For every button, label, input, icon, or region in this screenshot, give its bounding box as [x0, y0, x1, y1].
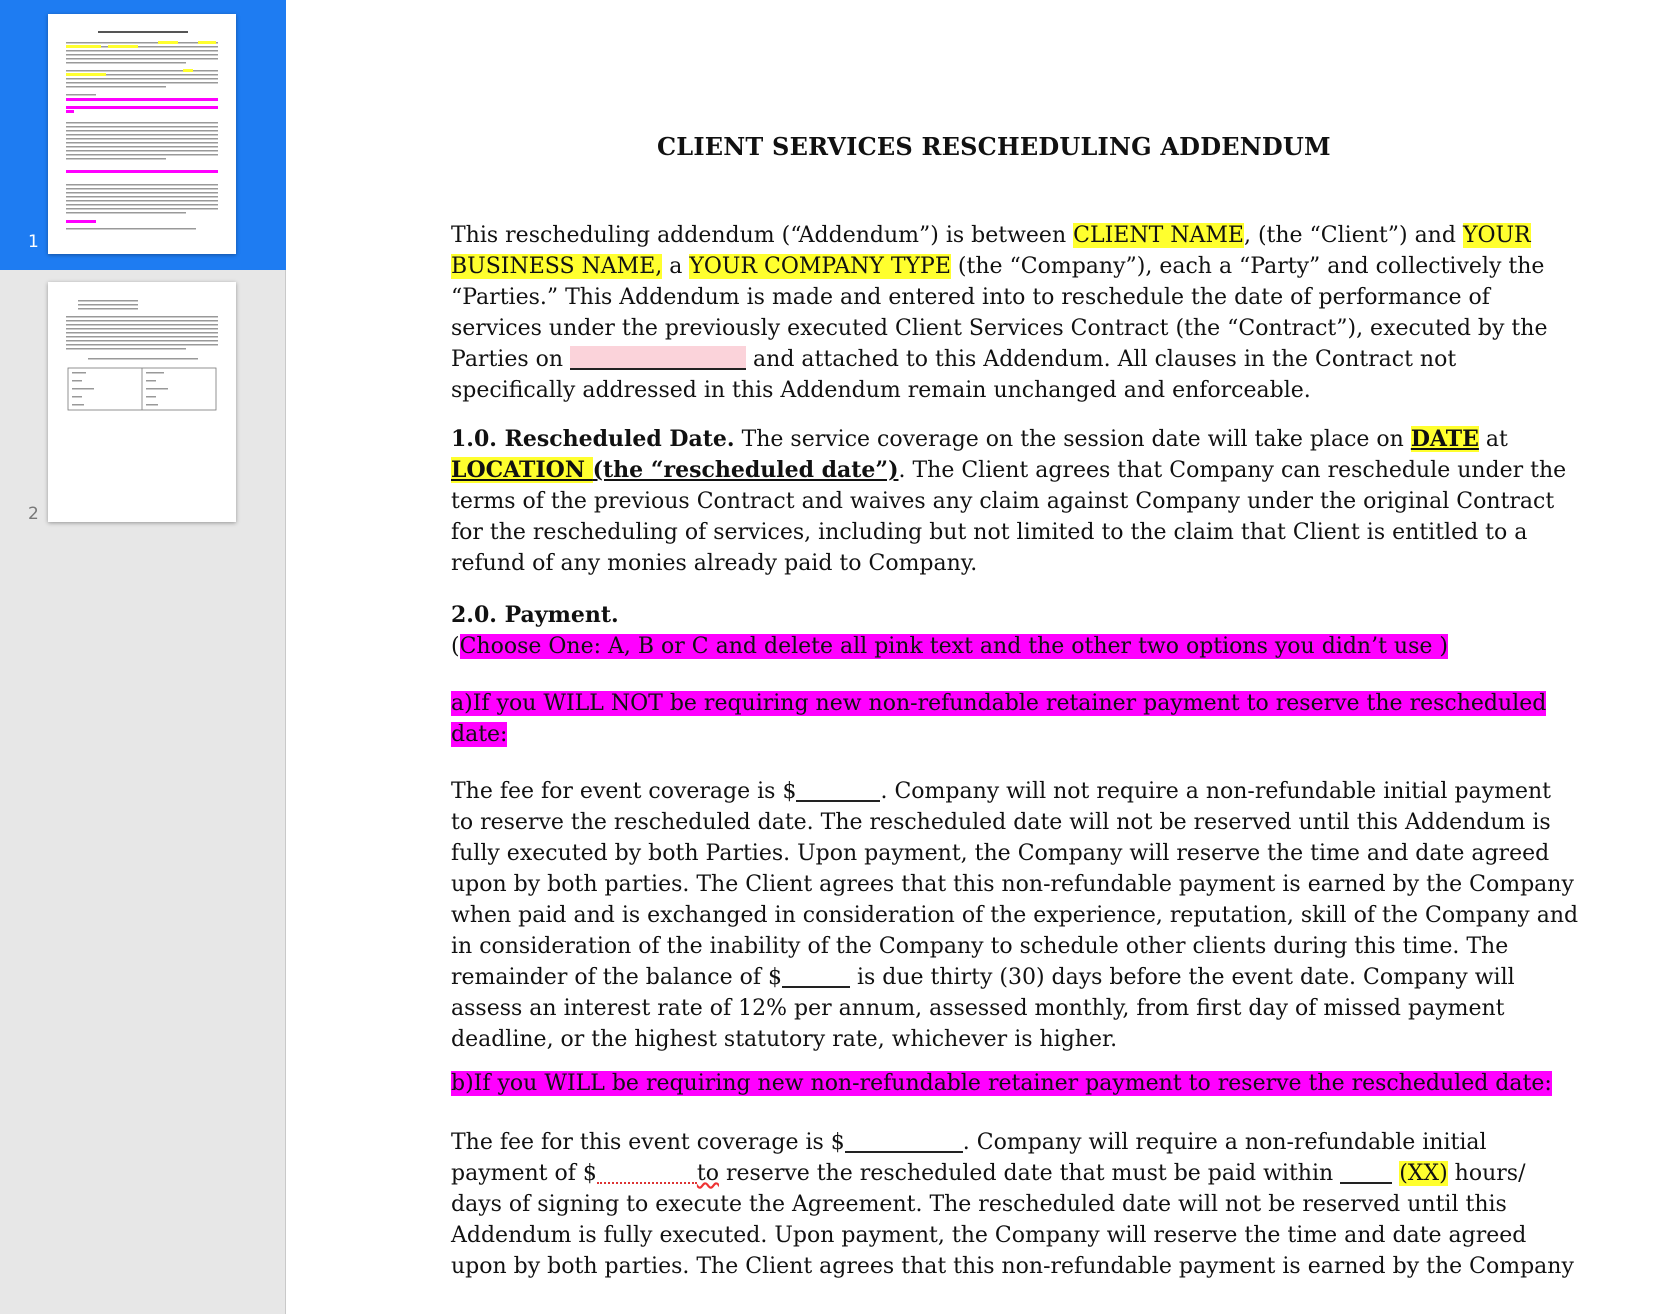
page-2-preview	[48, 282, 236, 522]
option-a-heading	[451, 688, 1665, 750]
a-text: remainder of the balance of $	[451, 965, 782, 990]
initial-payment-blank[interactable]	[597, 1160, 697, 1184]
a-text: The fee for event coverage is $	[451, 779, 797, 804]
intro-text: , (the “Client”) and	[1243, 223, 1463, 248]
rescheduled-date-term: (the “rescheduled date”)	[592, 457, 899, 483]
a-text: when paid and is exchanged in consideration of the experience, reputation, skill of the Company and	[451, 903, 1579, 928]
intro-text: specifically addressed in this Addendum remain unchanged and enforceable.	[451, 378, 1311, 403]
client-name-placeholder: CLIENT NAME	[1073, 223, 1244, 248]
intro-text: Parties on	[451, 347, 571, 372]
a-text: to reserve the rescheduled date. The rescheduled date will not be reserved until this Addendum is	[451, 810, 1551, 835]
page-thumbnail-1[interactable]	[48, 14, 236, 254]
fee-blank[interactable]	[796, 778, 880, 802]
b-text: days of signing to execute the Agreement. The rescheduled date will not be reserved until this	[451, 1192, 1507, 1217]
date-placeholder: DATE	[1410, 426, 1479, 452]
section-2-header	[451, 600, 1665, 662]
b-text: reserve the rescheduled date that must be paid within	[718, 1161, 1341, 1186]
intro-text: “Parties.” This Addendum is made and entered into to reschedule the date of performance of	[451, 285, 1490, 310]
instruction-paren: (	[451, 634, 460, 659]
location-placeholder: LOCATION	[451, 457, 593, 483]
company-type-placeholder: YOUR COMPANY TYPE	[689, 254, 951, 279]
intro-text: services under the previously executed Client Services Contract (the “Contract”), executed by the	[451, 316, 1548, 341]
option-b-heading	[451, 1068, 1665, 1099]
page-thumbnail-sidebar	[0, 0, 286, 1314]
balance-blank[interactable]	[782, 964, 850, 988]
a-text: . Company will not require a non-refundable initial payment	[880, 779, 1551, 804]
xx-placeholder: (XX)	[1399, 1161, 1448, 1186]
option-a-text: a)If you WILL NOT be requiring new non-refundable retainer payment to reserve the rescheduled	[451, 691, 1547, 716]
b-text: to	[696, 1161, 719, 1186]
option-a-paragraph	[451, 776, 1665, 1055]
section-1-text: refund of any monies already paid to Company.	[451, 551, 978, 576]
a-text: fully executed by both Parties. Upon payment, the Company will reserve the time and date agreed	[451, 841, 1550, 866]
intro-text: and attached to this Addendum. All clauses in the Contract not	[746, 347, 1457, 372]
b-text: Addendum is fully executed. Upon payment, the Company will reserve the time and date agreed	[451, 1223, 1527, 1248]
b-text: hours/	[1447, 1161, 1526, 1186]
section-1-text: . The Client agrees that Company can reschedule under the	[898, 458, 1567, 483]
section-1-text: terms of the previous Contract and waives any claim against Company under the original Contract	[451, 489, 1555, 514]
instruction-text: Choose One: A, B or C and delete all pink text and the other two options you didn’t use )	[459, 634, 1448, 659]
option-a-text: date:	[451, 722, 508, 747]
section-2-heading: 2.0. Payment.	[451, 602, 619, 628]
section-1-text: The service coverage on the session date will take place on	[734, 427, 1411, 452]
intro-text: (the “Company”), each a “Party” and collectively the	[950, 254, 1545, 279]
page-number-2: 2	[28, 504, 39, 524]
a-text: deadline, or the highest statutory rate, whichever is higher.	[451, 1027, 1118, 1052]
page-1-preview	[48, 14, 236, 254]
option-b-text: b)If you WILL be requiring new non-refundable retainer payment to reserve the rescheduled date:	[451, 1071, 1552, 1096]
page-number-1: 1	[28, 232, 39, 252]
b-text: The fee for this event coverage is $	[451, 1130, 845, 1155]
page-thumbnail-2[interactable]	[48, 282, 236, 522]
section-1-paragraph	[451, 424, 1665, 579]
section-1-text: at	[1478, 427, 1508, 452]
section-1-text: for the rescheduling of services, including but not limited to the claim that Client is entitled to a	[451, 520, 1528, 545]
business-name-placeholder: BUSINESS NAME,	[451, 254, 663, 279]
b-text: payment of $	[451, 1161, 597, 1186]
intro-text: a	[662, 254, 690, 279]
your-placeholder: YOUR	[1462, 223, 1531, 248]
section-1-heading: 1.0. Rescheduled Date.	[451, 426, 735, 452]
event-fee-blank[interactable]	[845, 1129, 963, 1153]
a-text: upon by both parties. The Client agrees that this non-refundable payment is earned by the Company	[451, 872, 1574, 897]
document-title: CLIENT SERVICES RESCHEDULING ADDENDUM	[657, 132, 1331, 161]
a-text: assess an interest rate of 12% per annum, assessed monthly, from first day of missed payment	[451, 996, 1505, 1021]
intro-paragraph	[451, 220, 1665, 406]
a-text: is due thirty (30) days before the event date. Company will	[849, 965, 1515, 990]
a-text: in consideration of the inability of the Company to schedule other clients during this time. The	[451, 934, 1509, 959]
b-text: . Company will require a non-refundable initial	[962, 1130, 1487, 1155]
intro-text: This rescheduling addendum (“Addendum”) is between	[451, 223, 1074, 248]
option-b-paragraph	[451, 1127, 1665, 1282]
contract-date-blank[interactable]	[570, 346, 746, 370]
hours-blank[interactable]	[1340, 1160, 1392, 1184]
b-text: upon by both parties. The Client agrees that this non-refundable payment is earned by the Company	[451, 1254, 1574, 1279]
document-page	[287, 0, 1665, 1314]
